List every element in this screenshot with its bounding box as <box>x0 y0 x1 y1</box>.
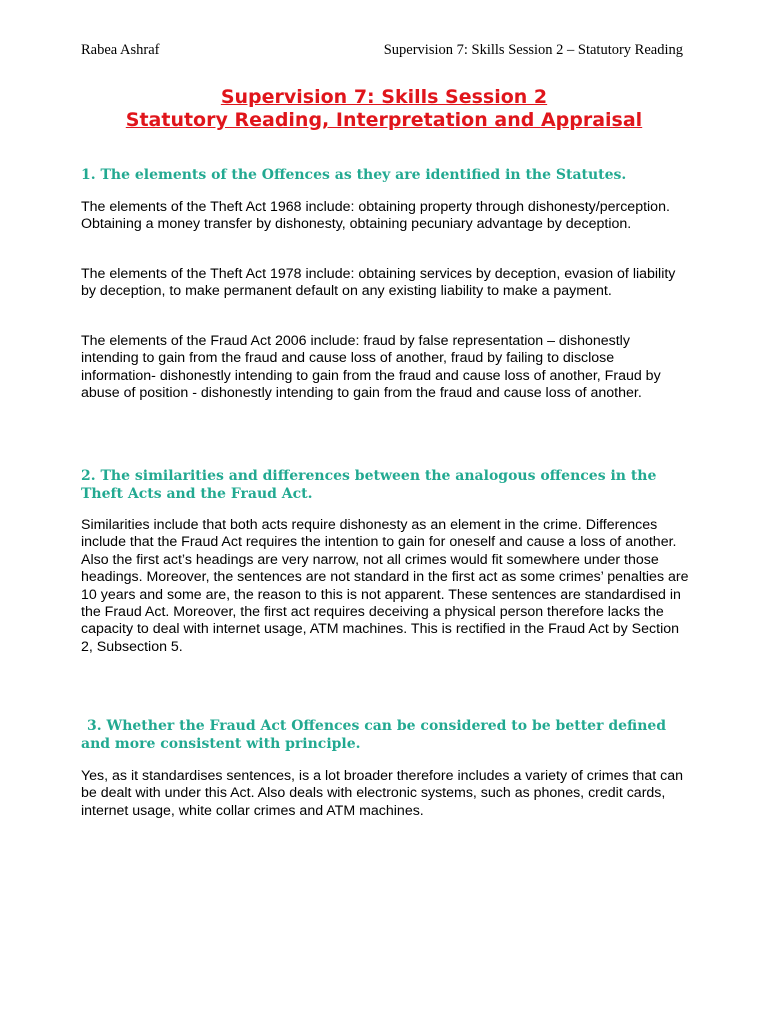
section-2-paragraph-1-text: Similarities include that both acts require dishonesty as an element in the crime. Differences include that the Fraud Act requires the intention to gain for oneself and cause a loss of another. Also the first act’s headings are very narrow, not all crimes would fit somewhere under those headings. Moreover, the sentences are not standard in the first act as some crimes’ penalties are 10 years and some are, the reason to this is not apparent. These sentences are standardised in the Fraud Act. Moreover, the first act requires deceiving a physical person therefore lacks the capacity to deal with internet usage, ATM machines. This is rectified in the Fraud Act by Section 2, Subsection 5. <box>81 517 689 655</box>
header-doc-title: Supervision 7: Skills Session 2 – Statutory Reading <box>383 42 683 58</box>
section-1-paragraph-3 <box>81 333 691 403</box>
section-1-paragraph-1 <box>81 199 691 234</box>
section-2 <box>81 467 691 503</box>
title-line-1: Supervision 7: Skills Session 2 <box>220 86 548 108</box>
section-3 <box>81 717 691 753</box>
section-2-heading: 2. The similarities and differences between the analogous offences in the Theft Acts and the Fraud Act. <box>81 468 657 502</box>
section-1-paragraph-3-text: The elements of the Fraud Act 2006 include: fraud by false representation – dishonestly intending to gain from the fraud and cause loss of another, fraud by failing to disclose information- dishonestly intending to gain from the fraud and cause loss of another, Fraud by abuse of position - dishonestly intending to gain from the fraud and cause loss of another. <box>81 333 661 402</box>
section-1-paragraph-2 <box>81 266 691 301</box>
section-1-paragraph-2-text: The elements of the Theft Act 1978 include: obtaining services by deception, evasion of liability by deception, to make permanent default on any existing liability to make a payment. <box>81 266 676 300</box>
title-line-2: Statutory Reading, Interpretation and Appraisal <box>125 109 643 131</box>
section-1-paragraph-1-text: The elements of the Theft Act 1968 include: obtaining property through dishonesty/perception. Obtaining a money transfer by dishonesty, obtaining pecuniary advantage by deception. <box>81 199 670 233</box>
section-2-paragraph-1 <box>81 517 691 656</box>
section-1-heading: 1. The elements of the Offences as they are identified in the Statutes. <box>81 167 627 183</box>
section-3-heading: 3. Whether the Fraud Act Offences can be considered to be better defined and more consistent with principle. <box>81 718 667 752</box>
section-3-paragraph-1 <box>81 768 691 820</box>
document-title <box>0 86 768 132</box>
header-author: Rabea Ashraf <box>81 42 160 58</box>
page-header <box>81 42 683 59</box>
section-3-paragraph-1-text: Yes, as it standardises sentences, is a lot broader therefore includes a variety of crimes that can be dealt with under this Act. Also deals with electronic systems, such as phones, credit cards, internet usage, white collar crimes and ATM machines. <box>81 768 683 819</box>
section-1 <box>81 166 691 184</box>
